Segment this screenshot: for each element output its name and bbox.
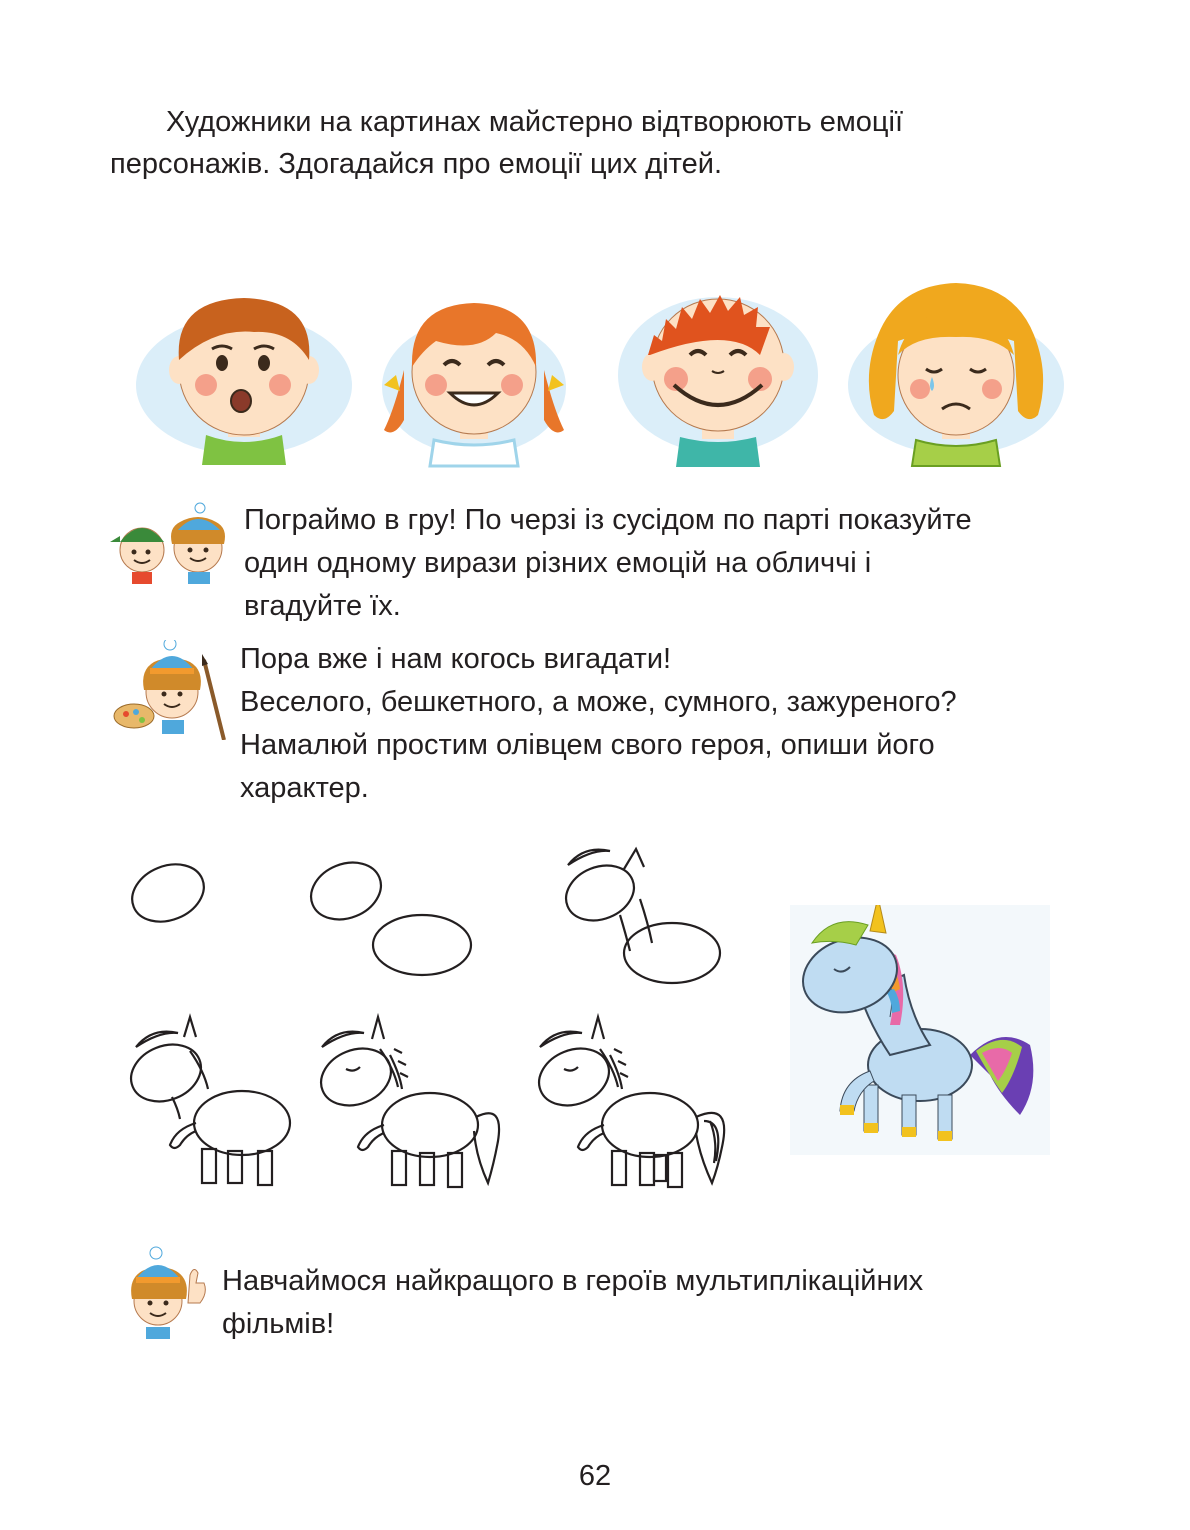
game-line-3: вгадуйте їх. xyxy=(244,590,401,622)
unicorn-drawing-steps xyxy=(110,835,750,1215)
thumbs-up-kid-icon xyxy=(112,1245,212,1345)
invent-line-1: Пора вже і нам когось вигадати! xyxy=(240,643,672,675)
face-crying-girl xyxy=(846,275,1066,475)
step-2-head-body-ovals xyxy=(303,852,471,975)
learn-line-2: фільмів! xyxy=(222,1308,335,1340)
invent-line-3: Намалюй простим олівцем свого героя, опиши його xyxy=(240,729,935,761)
face-happy-boy xyxy=(608,275,828,475)
step-4-legs-horn xyxy=(123,1017,290,1185)
step-5-mane-tail xyxy=(313,1017,500,1187)
game-line-2: один одному вирази різних емоцій на обличчі і xyxy=(244,547,872,579)
page-number: 62 xyxy=(578,1460,612,1492)
colored-unicorn-icon xyxy=(790,905,1050,1155)
intro-line-2: персонажів. Здогадайся про емоції цих дітей. xyxy=(110,148,723,180)
artist-kid-icon xyxy=(112,640,237,740)
step-3-neck-ears xyxy=(558,849,720,983)
two-kids-icon xyxy=(102,500,242,590)
step-6-details xyxy=(531,1017,725,1187)
invent-line-2: Веселого, бешкетного, а може, сумного, зажуреного? xyxy=(240,686,957,718)
learn-line-1: Навчаймося найкращого в героїв мультиплікаційних xyxy=(222,1265,924,1297)
game-line-1: Пограймо в гру! По черзі із сусідом по парті показуйте xyxy=(244,504,972,536)
face-surprised-boy xyxy=(134,275,354,475)
invent-line-4: характер. xyxy=(240,772,369,804)
surprised-boy-icon xyxy=(134,275,354,475)
smiling-girl-icon xyxy=(364,275,584,475)
face-smiling-girl xyxy=(364,275,584,475)
intro-line-1: Художники на картинах майстерно відтворюють емоції xyxy=(166,106,904,138)
step-1-head-oval xyxy=(124,854,213,932)
happy-boy-icon xyxy=(608,275,828,475)
crying-girl-icon xyxy=(846,275,1066,475)
